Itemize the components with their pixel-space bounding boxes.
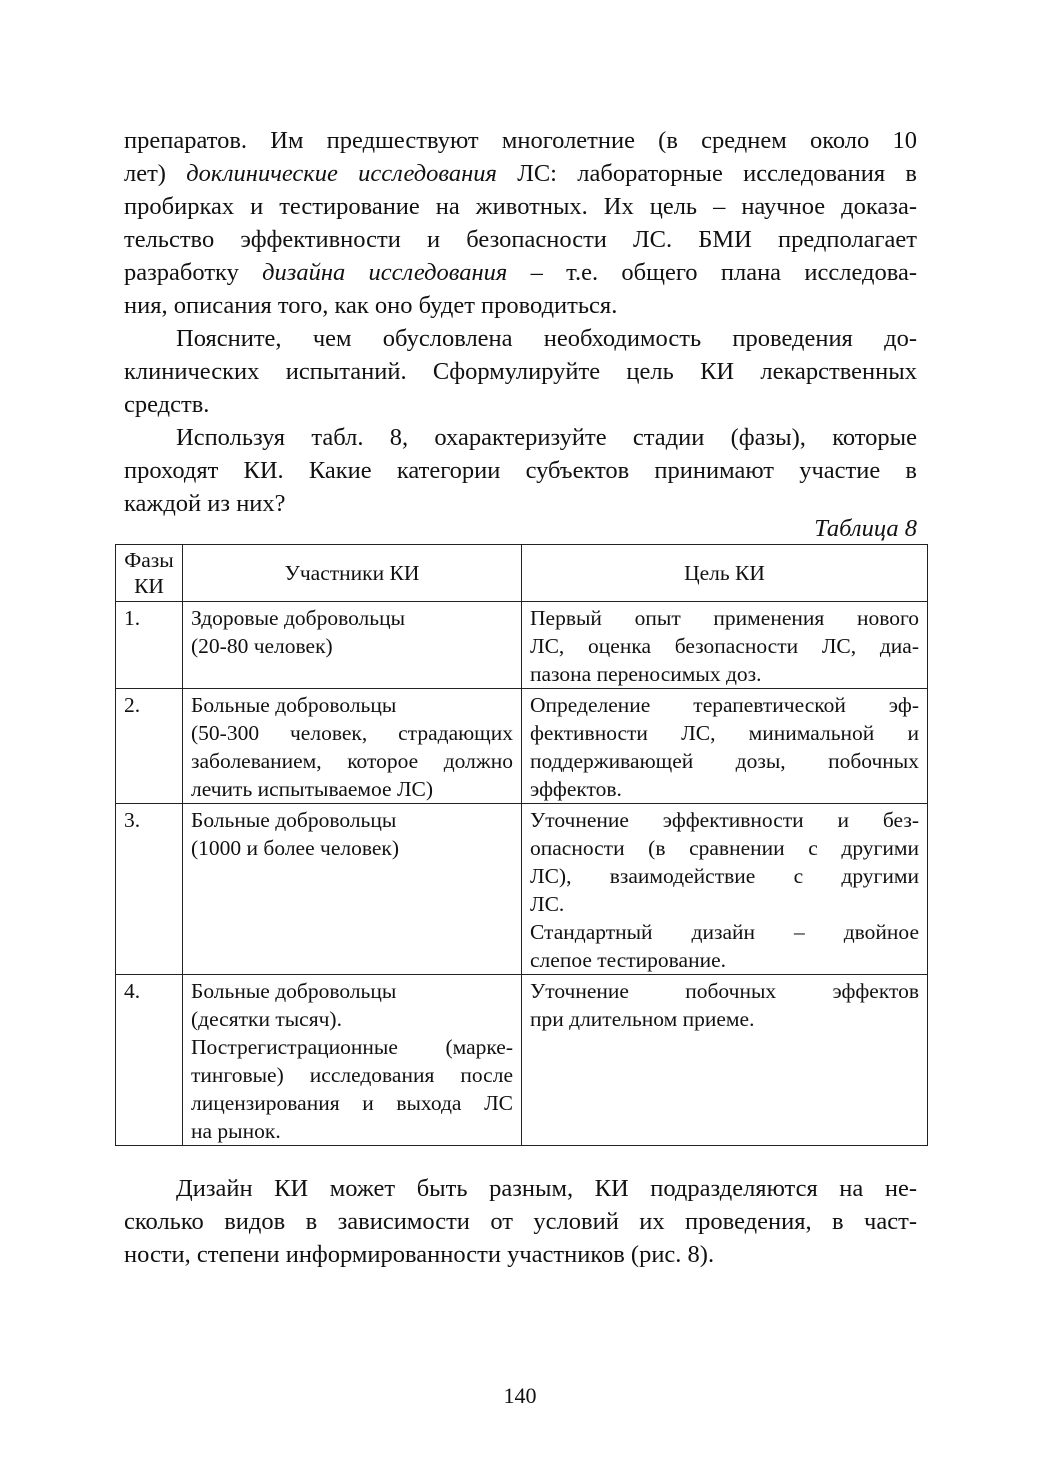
goal-cell (522, 804, 928, 975)
header-participants: Участники КИ (183, 545, 522, 602)
cell-line: Уточнение эффективности и без- (530, 808, 919, 832)
cell-line: Больные добровольцы (191, 693, 397, 717)
page-number: 140 (503, 1383, 537, 1408)
cell-line: (20-80 человек) (191, 634, 333, 658)
cell-line: Стандартный дизайн – двойное (530, 920, 919, 944)
cell-line: поддерживающей дозы, побочных (530, 749, 919, 773)
text-line: препаратов. Им предшествуют многолетние (в среднем около 10 (124, 127, 917, 154)
cell-line: фективности ЛС, минимальной и (530, 721, 919, 745)
text-line: Используя табл. 8, охарактеризуйте стадии (фазы), которые (176, 424, 917, 451)
cell-line: лицензирования и выхода ЛС (191, 1091, 513, 1115)
closing-paragraph (124, 1172, 917, 1271)
cell-line: опасности (в сравнении с другими (530, 836, 919, 860)
table-row (116, 689, 928, 804)
goal-cell (522, 602, 928, 689)
table-header-row (116, 545, 928, 602)
phase-cell: 3. (116, 804, 183, 975)
phases-table (115, 544, 928, 1146)
text-line: каждой из них? (124, 490, 286, 517)
text-run: – т.е. общего плана исследова- (507, 259, 917, 286)
italic-term: дизайна исследования (262, 259, 508, 286)
text-line: клинических испытаний. Сформулируйте цель КИ лекарственных (124, 358, 917, 385)
cell-line: на рынок. (191, 1119, 281, 1143)
cell-line: ЛС), взаимодействие с другими (530, 864, 919, 888)
cell-line: Первый опыт применения нового (530, 606, 919, 630)
header-goal: Цель КИ (522, 545, 928, 602)
header-phase (116, 545, 183, 602)
phase-cell: 1. (116, 602, 183, 689)
participants-cell (183, 602, 522, 689)
cell-line: лечить испытываемое ЛС) (191, 777, 434, 801)
participants-cell (183, 689, 522, 804)
phase-cell: 2. (116, 689, 183, 804)
participants-cell (183, 975, 522, 1146)
phase-cell: 4. (116, 975, 183, 1146)
cell-line: пазона переносимых доз. (530, 662, 762, 686)
cell-line: эффектов. (530, 777, 622, 801)
cell-line: тинговые) исследования после (191, 1063, 513, 1087)
header-text: КИ (134, 574, 164, 598)
cell-line: (50-300 человек, страдающих (191, 721, 513, 745)
italic-term: доклинические исследования (186, 160, 497, 187)
table-row (116, 804, 928, 975)
cell-line: ЛС, оценка безопасности ЛС, диа- (530, 634, 919, 658)
cell-line: (1000 и более человек) (191, 836, 400, 860)
text-run: разработку (124, 259, 263, 286)
cell-line: Здоровые добровольцы (191, 606, 406, 630)
cell-line: Пострегистрационные (марке- (191, 1035, 513, 1059)
cell-line: Определение терапевтической эф- (530, 693, 919, 717)
text-line: проходят КИ. Какие категории субъектов принимают участие в (124, 457, 917, 484)
text-line (124, 157, 917, 190)
text-run: лет) (124, 160, 187, 187)
text-line: ности, степени информированности участников (рис. 8). (124, 1241, 715, 1268)
text-line: тельство эффективности и безопасности ЛС. БМИ предполагает (124, 226, 917, 253)
participants-cell (183, 804, 522, 975)
table-row (116, 602, 928, 689)
cell-line: Больные добровольцы (191, 808, 397, 832)
table-row (116, 975, 928, 1146)
goal-cell (522, 689, 928, 804)
text-line: Поясните, чем обусловлена необходимость проведения до- (176, 325, 917, 352)
text-line: Дизайн КИ может быть разным, КИ подразделяются на не- (176, 1175, 917, 1202)
cell-line: слепое тестирование. (530, 948, 727, 972)
text-run: ЛС: лабораторные исследования в (496, 160, 918, 187)
header-text: Фазы (124, 548, 174, 572)
cell-line: ЛС. (530, 892, 565, 916)
text-line: сколько видов в зависимости от условий их проведения, в част- (124, 1208, 917, 1235)
text-line: средств. (124, 391, 210, 418)
cell-line: заболеванием, которое должно (191, 749, 513, 773)
text-line (124, 256, 917, 289)
question-paragraph (124, 322, 917, 421)
table-caption: Таблица 8 (814, 515, 917, 542)
text-line: пробирках и тестирование на животных. Их цель – научное доказа- (124, 193, 917, 220)
cell-line: Больные добровольцы (191, 979, 397, 1003)
intro-paragraph (124, 124, 917, 322)
text-line: ния, описания того, как оно будет проводиться. (124, 292, 618, 319)
cell-line: при длительном приеме. (530, 1007, 755, 1031)
question-paragraph (124, 421, 917, 520)
body-text (124, 124, 917, 520)
goal-cell (522, 975, 928, 1146)
cell-line: (десятки тысяч). (191, 1007, 342, 1031)
cell-line: Уточнение побочных эффектов (530, 979, 919, 1003)
